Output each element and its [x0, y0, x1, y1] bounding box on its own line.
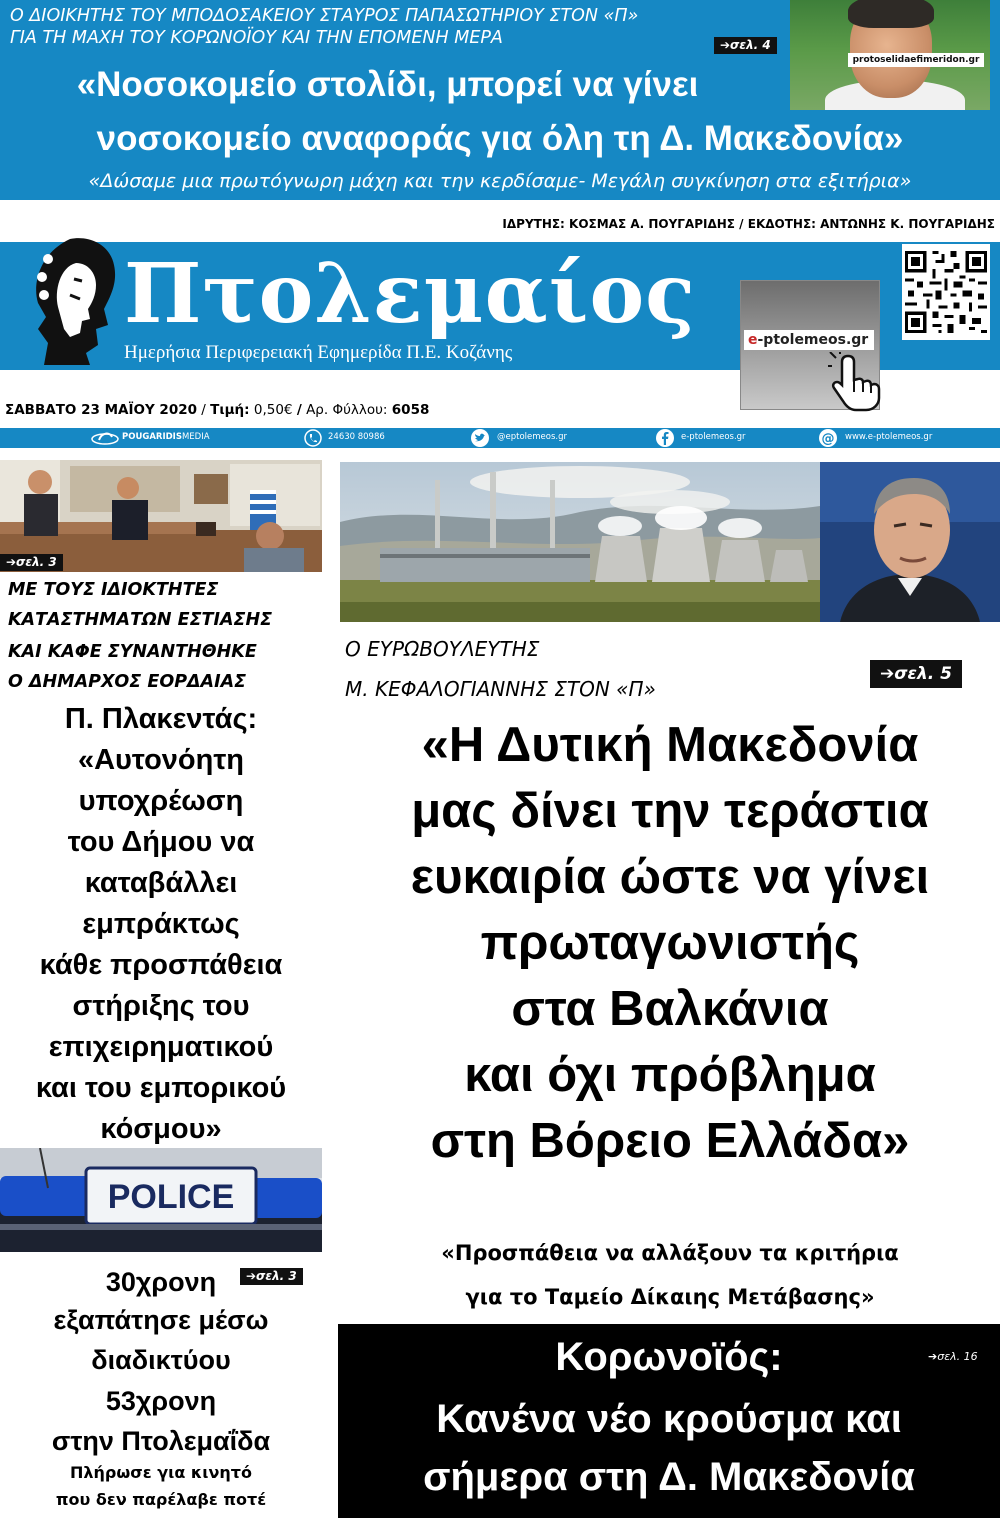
founder-publisher-line: ΙΔΡΥΤΗΣ: ΚΟΣΜΑΣ Α. ΠΟΥΓΑΡΙΔΗΣ / ΕΚΔΟΤΗΣ: ΑΝΤΩΝΗΣ Κ. ΠΟΥΓΑΡΙΔΗΣ	[502, 217, 995, 231]
phone-number[interactable]: 24630 80986	[328, 432, 385, 442]
main-story-kicker-1: Ο ΕΥΡΩΒΟΥΛΕΥΤΗΣ	[345, 637, 540, 661]
issue-label: Αρ. Φύλλου:	[306, 402, 388, 418]
twitter-handle[interactable]: @eptolemeos.gr	[497, 432, 567, 442]
ptolemy-head-logo	[30, 233, 125, 365]
main-story-headline-4: πρωταγωνιστής	[480, 916, 860, 970]
power-plant-photo	[340, 462, 820, 622]
left-story1-headline-9: επιχειρηματικού	[48, 1031, 274, 1063]
corona-headline-2: Κανένα νέο κρούσμα και	[436, 1397, 902, 1441]
main-story-headline-2: μας δίνει την τεράστια	[411, 784, 929, 838]
left-story2-headline-1: 30χρονη	[105, 1267, 217, 1297]
main-story-headline-5: στα Βαλκάνια	[511, 982, 829, 1036]
left-story1-headline-5: καταβάλλει	[84, 867, 238, 899]
website-label-rest: -ptolemeos.gr	[757, 332, 869, 348]
left-story1-kicker-4: Ο ΔΗΜΑΡΧΟΣ ΕΟΡΔΑΙΑΣ	[8, 672, 247, 692]
masthead-subtitle: Ημερήσια Περιφερειακή Εφημερίδα Π.Ε. Κοζάνης	[124, 342, 513, 363]
mep-kefalogiannis-photo	[820, 462, 1000, 622]
issue-meta-line: ΣΑΒΒΑΤΟ 23 ΜΑΪΟΥ 2020 / Τιμή: 0,50€ / Αρ. Φύλλου: 6058	[5, 402, 430, 418]
left-story2-subtitle-2: που δεν παρέλαβε ποτέ	[55, 1490, 267, 1509]
corona-headline-3: σήμερα στη Δ. Μακεδονία	[423, 1455, 915, 1499]
left-story1-headline-3: υποχρέωση	[78, 785, 244, 817]
left-story1-kicker-3: ΚΑΙ ΚΑΦΕ ΣΥΝΑΝΤΗΘΗΚΕ	[8, 642, 257, 662]
left-story1-kicker-1: ΜΕ ΤΟΥΣ ΙΔΙΟΚΤΗΤΕΣ	[8, 580, 219, 600]
left-story1-headline-6: εμπράκτως	[82, 908, 240, 940]
main-story-kicker-2: Μ. ΚΕΦΑΛΟΓΙΑΝΝΗΣ ΣΤΟΝ «Π»	[345, 677, 656, 701]
price-label: Τιμή:	[210, 402, 250, 418]
left-story1-headline-4: του Δήμου να	[67, 826, 255, 858]
main-story-subtitle-2: για το Ταμείο Δίκαιης Μετάβασης»	[465, 1285, 875, 1309]
price-value: 0,50€	[253, 402, 293, 418]
main-story-headline-6: και όχι πρόβλημα	[464, 1048, 876, 1102]
svg-text:@: @	[821, 431, 835, 447]
police-car-photo	[0, 1148, 322, 1252]
facebook-icon	[655, 428, 675, 448]
top-story-headline-1: «Νοσοκομείο στολίδι, μπορεί να γίνει	[76, 65, 699, 104]
facebook-page[interactable]: e-ptolemeos.gr	[681, 432, 746, 442]
left-story1-kicker-2: ΚΑΤΑΣΤΗΜΑΤΩΝ ΕΣΤΙΑΣΗΣ	[8, 610, 273, 630]
top-story-kicker-2: ΓΙΑ ΤΗ ΜΑΧΗ ΤΟΥ ΚΟΡΩΝΟΪΟΥ ΚΑΙ ΤΗΝ ΕΠΟΜΕΝΗ ΜΕΡΑ	[10, 28, 503, 48]
corona-story-page-ref[interactable]: ➔σελ. 16	[928, 1350, 978, 1363]
twitter-icon	[470, 428, 490, 448]
top-story-page-ref[interactable]: ➔σελ. 4	[714, 37, 777, 54]
top-story-headline-2: νοσοκομείο αναφοράς για όλη τη Δ. Μακεδονία»	[96, 119, 904, 158]
left-story2-subtitle-1: Πλήρωσε για κινητό	[70, 1463, 252, 1482]
qr-code[interactable]	[902, 244, 990, 340]
masthead-title[interactable]: Πτολεμαίος	[124, 246, 697, 342]
issue-number: 6058	[391, 402, 430, 418]
top-story-kicker-1: Ο ΔΙΟΙΚΗΤΗΣ ΤΟΥ ΜΠΟΔΟΣΑΚΕΙΟΥ ΣΤΑΥΡΟΣ ΠΑΠΑΣΩΤΗΡΙΟΥ ΣΤΟΝ «Π»	[10, 6, 639, 26]
website-promo-label[interactable]	[744, 330, 874, 350]
hand-cursor-icon	[828, 352, 884, 412]
left-story1-headline-7: κάθε προσπάθεια	[39, 949, 283, 981]
police-sign-text: POLICE	[107, 1178, 235, 1216]
website-url[interactable]: www.e-ptolemeos.gr	[845, 432, 933, 442]
corona-headline-1: Κορωνοϊός:	[555, 1335, 783, 1379]
left-story1-page-ref[interactable]: ➔σελ. 3	[0, 554, 63, 571]
main-story-subtitle-1: «Προσπάθεια να αλλάξουν τα κριτήρια	[441, 1241, 899, 1265]
main-story-page-ref[interactable]: ➔σελ. 5	[870, 660, 962, 688]
left-story2-headline-2: εξαπάτησε μέσω	[53, 1305, 269, 1335]
pougaridis-media-logo-icon	[90, 428, 120, 448]
left-story1-headline-10: και του εμπορικού	[35, 1072, 287, 1104]
top-story-subtitle: «Δώσαμε μια πρωτόγνωρη μάχη και την κερδίσαμε- Μεγάλη συγκίνηση στα εξιτήρια»	[88, 170, 912, 192]
left-story2-headline-3: διαδικτύου	[91, 1345, 231, 1375]
main-story-headline-1: «Η Δυτική Μακεδονία	[421, 718, 919, 772]
source-watermark: protoselidaefimeridon.gr	[848, 53, 984, 67]
phone-icon	[303, 428, 323, 448]
media-brand[interactable]: POUGARIDISMEDIA	[122, 432, 210, 442]
web-at-icon	[818, 428, 838, 448]
left-story1-headline-1: Π. Πλακεντάς:	[64, 703, 258, 735]
main-story-headline-3: ευκαιρία ώστε να γίνει	[410, 850, 930, 904]
left-story2-page-ref[interactable]: ➔σελ. 3	[240, 1268, 303, 1285]
left-story2-headline-4: 53χρονη	[105, 1386, 217, 1416]
left-story2-headline-5: στην Πτολεμαΐδα	[51, 1426, 271, 1456]
left-story1-headline-8: στήριξης του	[72, 990, 250, 1022]
issue-date: ΣΑΒΒΑΤΟ 23 ΜΑΪΟΥ 2020	[5, 402, 197, 418]
website-label-prefix: e	[748, 332, 758, 348]
left-story1-headline-2: «Αυτονόητη	[77, 744, 244, 776]
main-story-headline-7: στη Βόρειο Ελλάδα»	[430, 1114, 910, 1168]
left-story1-headline-11: κόσμου»	[100, 1113, 222, 1145]
